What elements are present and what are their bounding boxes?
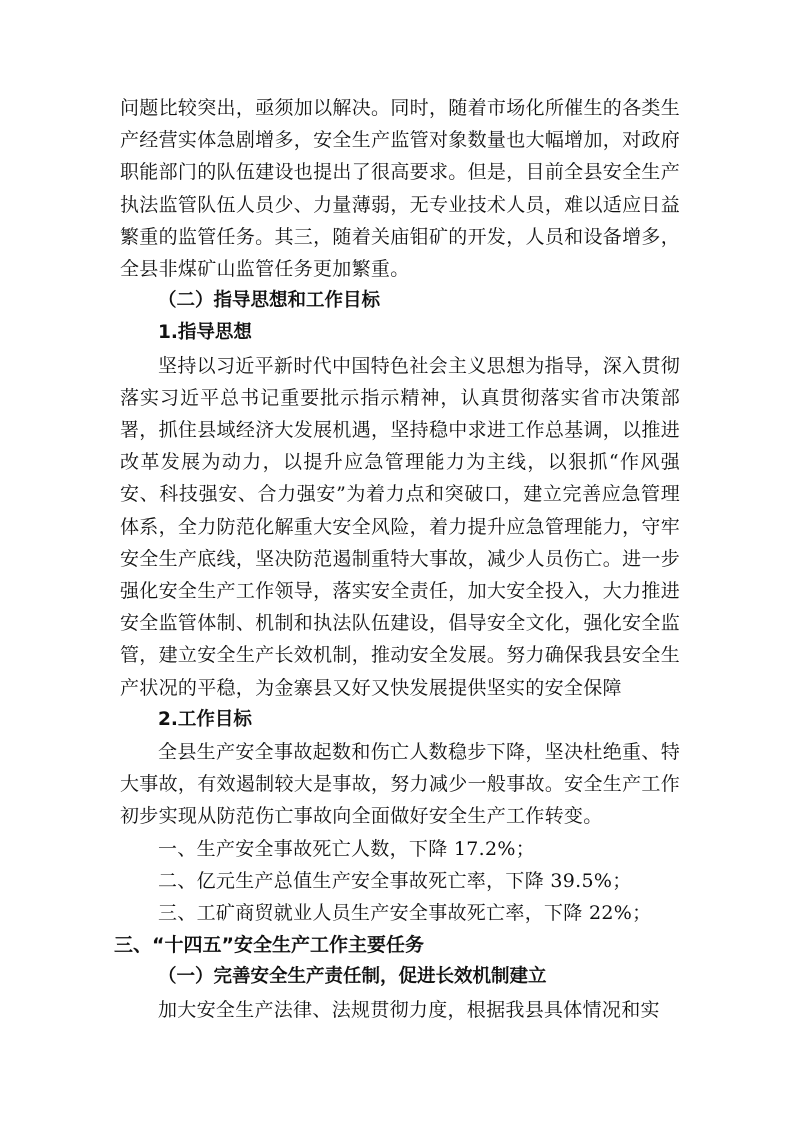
goal-item: 一、生产安全事故死亡人数，下降 17.2%； <box>158 837 535 860</box>
subheading-guiding-thought: 1.指导思想 <box>158 322 252 344</box>
document-page <box>114 92 680 1026</box>
work-goals-paragraph: 全县生产安全事故起数和伤亡人数稳步下降，坚决杜绝重、特大事故，有效遏制较大是事故，努力减少一般事故。安全生产工作初步实现从防范伤亡事故向全面做好安全生产工作转变。 <box>120 741 680 828</box>
subheading-work-goals: 2.工作目标 <box>158 708 252 730</box>
task-paragraph: 加大安全生产法律、法规贯彻力度，根据我县具体情况和实 <box>158 998 660 1021</box>
task-heading-responsibility-system: （一）完善安全生产责任制，促进长效机制建立 <box>158 966 547 988</box>
goal-item: 三、工矿商贸就业人员生产安全事故死亡率，下降 22%； <box>158 902 652 925</box>
guiding-thought-paragraph: 坚持以习近平新时代中国特色社会主义思想为指导，深入贯彻落实习近平总书记重要批示指示精神，认真贯彻落实省市决策部署，抓住县域经济大发展机遇，坚持稳中求进工作总基调，以推进改革发展为动力，以提升应急管理能力为主线，以狠抓“作风强安、科技强安、合力强安”为着力点和突破口，建立完善应急管理体系，全力防范化解重大安全风险，着力提升应急管理能力，守牢安全生产底线，坚决防范遏制重特大事故，减少人员伤亡。进一步强化安全生产工作领导，落实安全责任，加大安全投入，大力推进安全监管体制、机制和执法队伍建设，倡导安全文化，强化安全监管，建立安全生产长效机制，推动安全发展。努力确保我县安全生产状况的平稳，为金寨县又好又快发展提供坚实的安全保障 <box>120 354 680 699</box>
part-heading-main-tasks: 三、“十四五”安全生产工作主要任务 <box>114 934 424 957</box>
section-heading-guiding-and-goals: （二）指导思想和工作目标 <box>158 290 381 312</box>
intro-paragraph: 问题比较突出，亟须加以解决。同时，随着市场化所催生的各类生产经营实体急剧增多，安全生产监管对象数量也大幅增加，对政府职能部门的队伍建设也提出了很高要求。但是，目前全县安全生产执法监管队伍人员少、力量薄弱，无专业技术人员，难以适应日益繁重的监管任务。其三，随着关庙钼矿的开发，人员和设备增多，全县非煤矿山监管任务更加繁重。 <box>120 97 680 281</box>
goal-item: 二、亿元生产总值生产安全事故死亡率，下降 39.5%； <box>158 869 632 892</box>
